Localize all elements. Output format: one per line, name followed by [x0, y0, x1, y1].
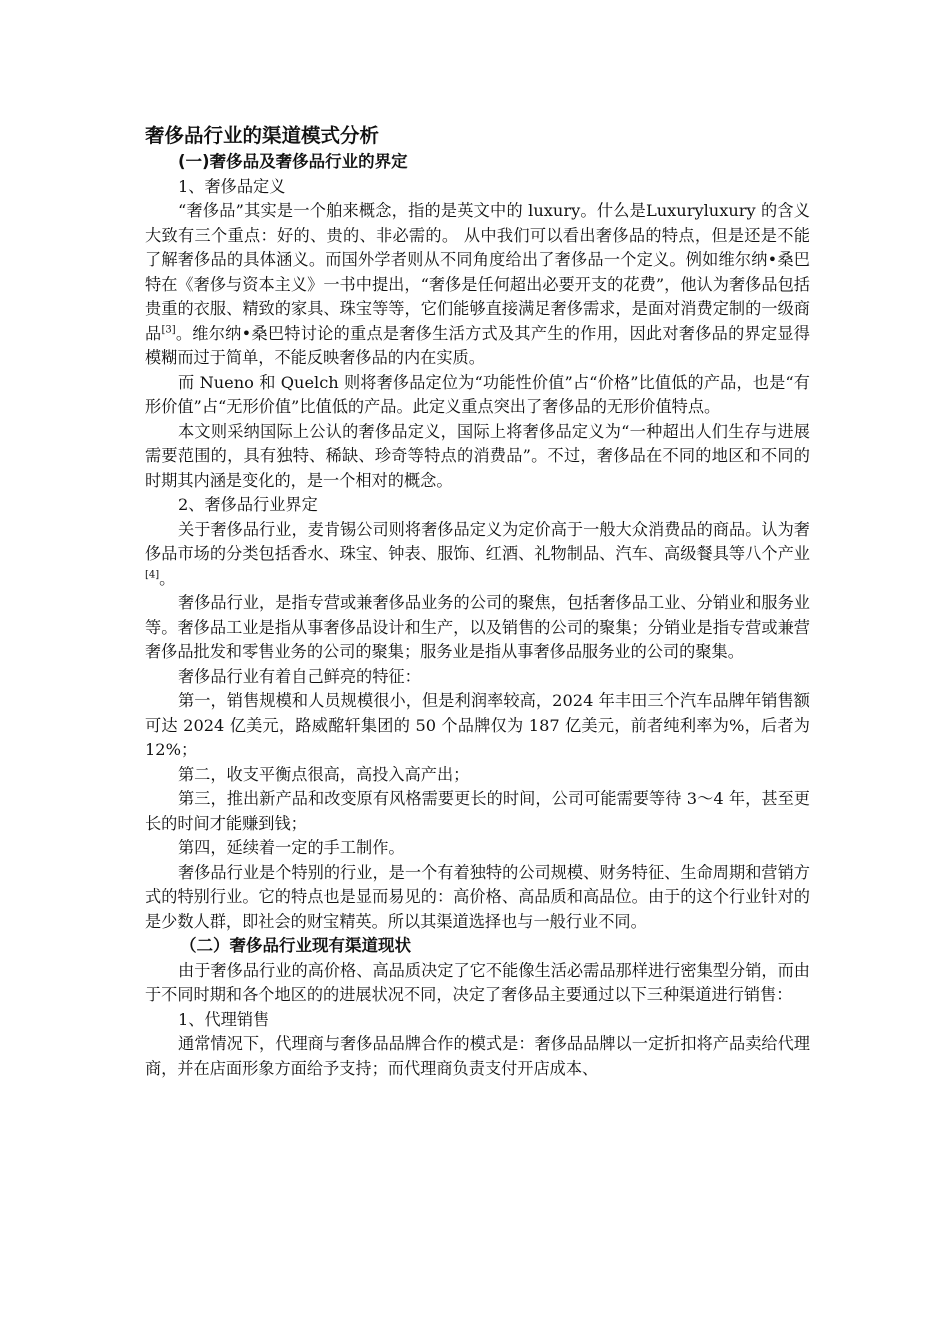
- paragraph-text: 。维尔纳•桑巴特讨论的重点是奢侈生活方式及其产生的作用，因此对奢侈品的界定显得模糊而过于简单，不能反映奢侈品的内在实质。: [145, 323, 810, 367]
- paragraph: 第四，延续着一定的手工制作。: [178, 838, 405, 857]
- section-heading-1: (一)奢侈品及奢侈品行业的界定: [178, 152, 408, 171]
- paragraph: 第三，推出新产品和改变原有风格需要更长的时间，公司可能需要等待 3～4 年，甚至更长的时间才能赚到钱；: [145, 789, 810, 833]
- paragraph: [145, 199, 810, 371]
- document-title: 奢侈品行业的渠道模式分析: [145, 124, 380, 147]
- citation-ref: [4]: [145, 569, 160, 581]
- paragraph: 由于奢侈品行业的高价格、高品质决定了它不能像生活必需品那样进行密集型分销，而由于不同时期和各个地区的的进展状况不同，决定了奢侈品主要通过以下三种渠道进行销售：: [145, 960, 810, 1004]
- subheading-agency-sales: 1、代理销售: [178, 1009, 270, 1029]
- subheading-luxury-definition: 1、奢侈品定义: [178, 176, 286, 196]
- citation-ref: [3]: [161, 324, 176, 336]
- paragraph: 通常情况下，代理商与奢侈品品牌合作的模式是：奢侈品品牌以一定折扣将产品卖给代理商，并在店面形象方面给予支持；而代理商负责支付开店成本、: [145, 1034, 810, 1078]
- paragraph: 奢侈品行业，是指专营或兼奢侈品业务的公司的聚焦，包括奢侈品工业、分销业和服务业等。奢侈品工业是指从事奢侈品设计和生产，以及销售的公司的聚集；分销业是指专营或兼营奢侈品批发和零售业务的公司的聚集；服务业是指从事奢侈品服务业的公司的聚集。: [145, 593, 810, 661]
- paragraph: 第二，收支平衡点很高，高投入高产出；: [178, 764, 470, 784]
- paragraph: 奢侈品行业有着自己鲜亮的特征：: [178, 666, 421, 686]
- document-page: [145, 122, 810, 1081]
- paragraph: 奢侈品行业是个特别的行业，是一个有着独特的公司规模、财务特征、生命周期和营销方式的特别行业。它的特点也是显而易见的：高价格、高品质和高品位。由于的这个行业针对的是少数人群，即社会的财宝精英。所以其渠道选择也与一般行业不同。: [145, 862, 810, 931]
- paragraph: 而 Nueno 和 Quelch 则将奢侈品定位为“功能性价值”占“价格”比值低的产品，也是“有形价值”占“无形价值”比值低的产品。此定义重点突出了奢侈品的无形价值特点。: [145, 372, 810, 416]
- paragraph: 本文则采纳国际上公认的奢侈品定义，国际上将奢侈品定义为“一种超出人们生存与进展需要范围的，具有独特、稀缺、珍奇等特点的消费品”。不过，奢侈品在不同的地区和不同的时期其内涵是变化的，是一个相对的概念。: [145, 421, 810, 490]
- paragraph-text: 。: [159, 568, 176, 588]
- subheading-industry-definition: 2、奢侈品行业界定: [178, 495, 318, 514]
- paragraph-text: 关于奢侈品行业，麦肯锡公司则将奢侈品定义为定价高于一般大众消费品的商品。认为奢侈品市场的分类包括香水、珠宝、钟表、服饰、红酒、礼物制品、汽车、高级餐具等八个产业: [145, 519, 810, 563]
- paragraph: 第一，销售规模和人员规模很小，但是利润率较高，2024 年丰田三个汽车品牌年销售额可达 2024 亿美元，路威酩轩集团的 50 个品牌仅为 187 亿美元，前者纯利率为%，后者为 12%；: [145, 691, 810, 759]
- paragraph: [145, 518, 810, 592]
- section-heading-2: （二）奢侈品行业现有渠道现状: [180, 936, 411, 955]
- paragraph-text: “奢侈品”其实是一个舶来概念，指的是英文中的 luxury。什么是Luxuryluxury 的含义大致有三个重点：好的、贵的、非必需的。 从中我们可以看出奢侈品的特点，但是还是不能了解奢侈品的具体涵义。而国外学者则从不同角度给出了奢侈品一个定义。例如维尔纳•桑巴特在《奢侈与资本主义》一书中提出，“奢侈是任何超出必要开支的花费”，他认为奢侈品包括贵重的衣服、精致的家具、珠宝等等，它们能够直接满足奢侈需求，是面对消费定制的一级商品: [145, 201, 810, 343]
